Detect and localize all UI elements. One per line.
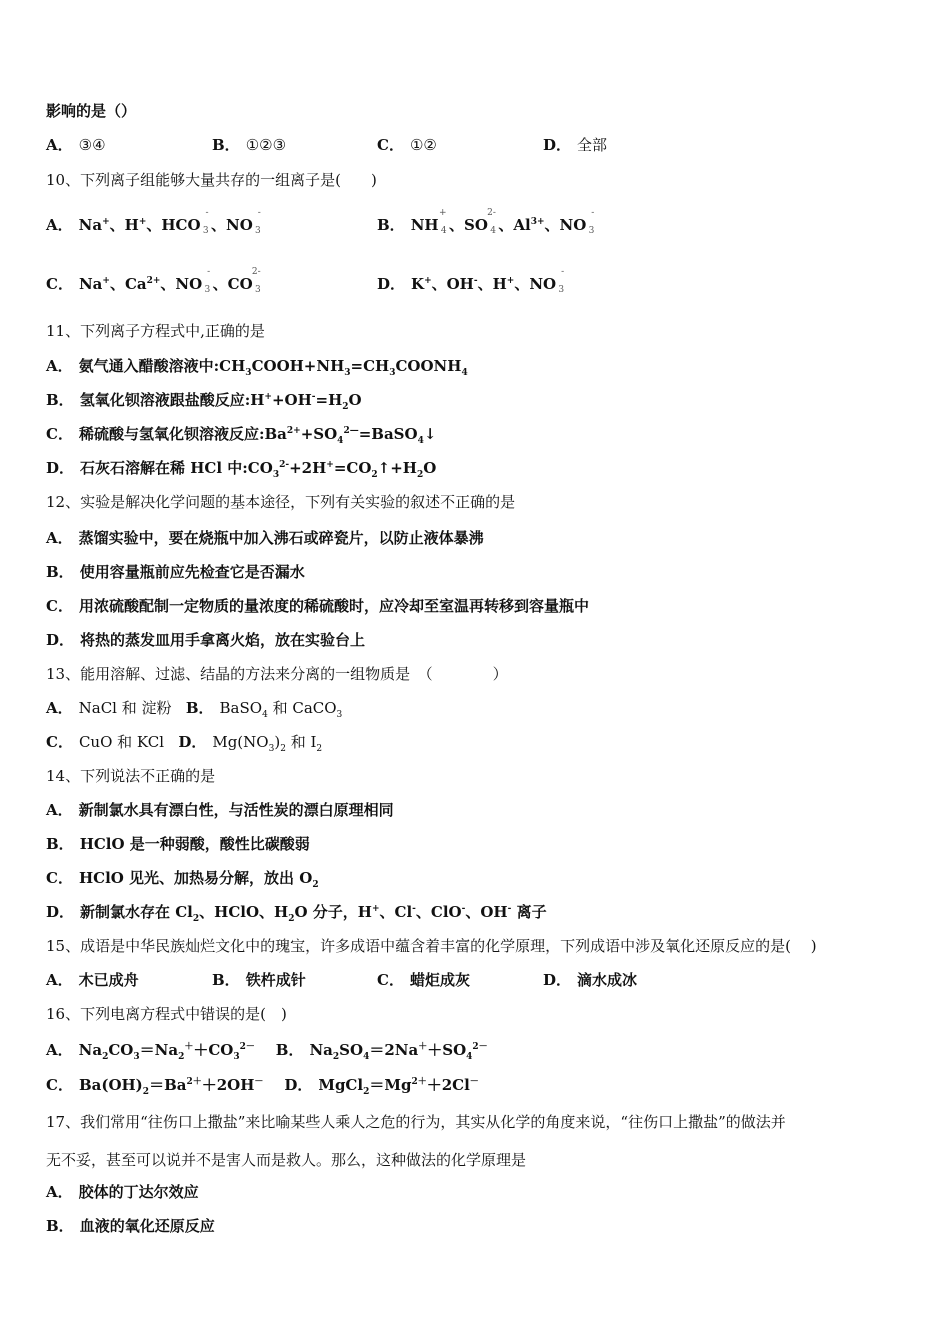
q11-option-b: B． 氢氧化钡溶液跟盐酸反应$:H^++OH^-=H_2O$ — [46, 391, 362, 412]
q15-stem: 15、成语是中华民族灿烂文化中的瑰宝，许多成语中蕴含着丰富的化学原理，下列成语中涉及氧化还原反应的是( ) — [46, 937, 817, 955]
q15-option-b: B． 铁杵成针 — [212, 971, 306, 989]
q13-options-ab: A． NaCl 和 淀粉 B． BaSO$_4$ 和 CaCO$_3$ — [46, 699, 343, 720]
q14-stem: 14、下列说法不正确的是 — [46, 767, 216, 785]
q15-option-d: D． 滴水成冰 — [543, 971, 638, 989]
q13-stem: 13、能用溶解、过滤、结晶的方法来分离的一组物质是 （ ） — [46, 665, 508, 683]
q16-options-cd: C． $Ba(OH)_2=Ba^{2+}+2OH^-$ D． $MgCl_2=Mg^{2+}+2Cl^-$ — [46, 1076, 479, 1097]
q12-stem: 12、实验是解决化学问题的基本途径，下列有关实验的叙述不正确的是 — [46, 493, 516, 511]
q17-option-b: B． 血液的氧化还原反应 — [46, 1217, 215, 1235]
q12-option-d: D． 将热的蒸发皿用手拿离火焰，放在实验台上 — [46, 631, 366, 649]
q9-option-d: D． 全部 — [543, 136, 608, 154]
q11-option-a: A． 氨气通入醋酸溶液中$:CH_3COOH+NH_3=CH_3COONH_4$ — [46, 357, 468, 378]
q11-option-c: C． 稀硫酸与氢氧化钡溶液反应$:Ba^{2+}+SO_4^{2—}=BaSO_4↓$ — [46, 425, 437, 446]
q14-option-b: B． HClO 是一种弱酸，酸性比碳酸弱 — [46, 835, 310, 853]
q10-option-d: D． K+、OH-、H+、NO - 3 — [377, 267, 565, 295]
q9-stem-tail: 影响的是（） — [46, 102, 137, 120]
q12-option-b: B． 使用容量瓶前应先检查它是否漏水 — [46, 563, 305, 581]
q11-stem: 11、下列离子方程式中,正确的是 — [46, 322, 265, 340]
q9-option-c: C． ①② — [377, 136, 437, 154]
q17-stem-line1: 17、我们常用“往伤口上撒盐”来比喻某些人乘人之危的行为，其实从化学的角度来说，“往伤口上撒盐”的做法并 — [46, 1113, 786, 1131]
q11-option-d: D． 石灰石溶解在稀 HCl 中$:CO_3^{2-}+2H^+=CO_2↑+H_2O$ — [46, 459, 437, 480]
q16-options-ab: A． $Na_2CO_3=Na_2^++CO_3^{2-}$ B． $Na_2SO_4=2Na^++SO_4^{2-}$ — [46, 1041, 488, 1062]
q10-option-c: C． Na+、$Ca^{2+}$、NO - 3 、CO 2- 3 — [46, 267, 261, 295]
q16-stem: 16、下列电离方程式中错误的是( ) — [46, 1005, 287, 1023]
q14-option-d: D． 新制氯水存在 $Cl_2$、HClO、$H_2O$ 分子，H+、Cl-、ClO-、OH- 离子 — [46, 903, 547, 924]
q17-option-a: A． 胶体的丁达尔效应 — [46, 1183, 199, 1201]
q9-option-a: A． ③④ — [46, 136, 106, 154]
q14-option-a: A． 新制氯水具有漂白性，与活性炭的漂白原理相同 — [46, 801, 394, 819]
q14-option-c: C． HClO 见光、加热易分解，放出 $O_2$ — [46, 869, 319, 890]
q12-option-c: C． 用浓硫酸配制一定物质的量浓度的稀硫酸时，应冷却至室温再转移到容量瓶中 — [46, 597, 589, 615]
q10-option-b: B． NH + 4 、SO 2- 4 、$Al^{3+}$、NO - 3 — [377, 208, 595, 236]
q17-stem-line2: 无不妥，甚至可以说并不是害人而是救人。那么，这种做法的化学原理是 — [46, 1151, 527, 1169]
q15-option-c: C． 蜡炬成灰 — [377, 971, 470, 989]
q13-options-cd: C． CuO 和 KCl D． $Mg(NO_3)_2$ 和 $I_2$ — [46, 733, 323, 754]
q10-option-a: A． Na+、H+、HCO - 3 、NO - 3 — [46, 208, 261, 236]
q15-option-a: A． 木已成舟 — [46, 971, 139, 989]
q9-option-b: B． ①②③ — [212, 136, 287, 154]
q10-stem: 10、下列离子组能够大量共存的一组离子是( ) — [46, 171, 377, 189]
q12-option-a: A． 蒸馏实验中，要在烧瓶中加入沸石或碎瓷片，以防止液体暴沸 — [46, 529, 484, 547]
